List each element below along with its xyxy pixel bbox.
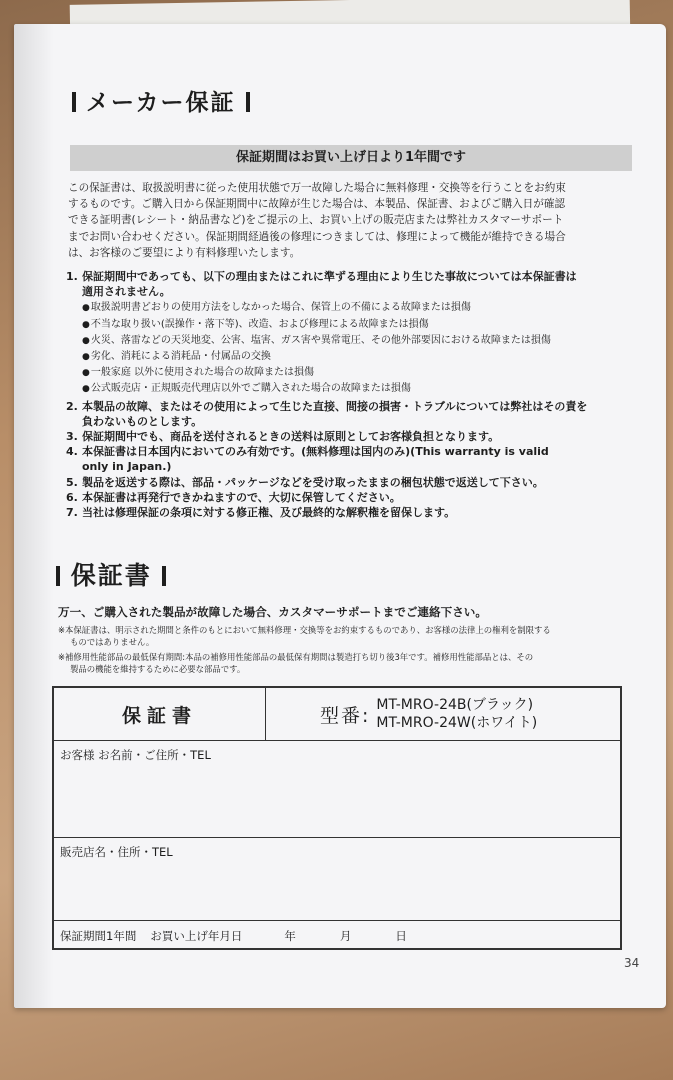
contact-instruction: 万一、ご購入された製品が故障した場合、カスタマーサポートまでご連絡下さい。 [58,605,487,619]
clause-number: 3. [66,430,78,444]
exclusion-bullet: ● 取扱説明書どおりの使用方法をしなかった場合、保管上の不備による故障または損傷 [82,300,640,316]
clause-line: 保証期間中であっても、以下の理由またはこれに準ずる理由により生じた事故については本保証書は [82,270,577,283]
model-number-cell [266,688,620,740]
clause-line: 本保証書は再発行できかねますので、大切に保管してください。 [82,490,401,504]
exclusion-bullet: ● 公式販売店・正規販売代理店以外でご購入された場合の故障または損傷 [82,381,640,397]
clause-line: 保証期間中でも、商品を送付されるときの送料は原則としてお客様負担となります。 [82,430,500,444]
clause-number: 6. [66,490,78,504]
model-white: MT-MRO-24W(ホワイト) [376,715,538,731]
model-black: MT-MRO-24B(ブラック) [376,697,534,713]
title-bar-right [246,92,250,112]
page-number: 34 [624,956,640,970]
clause-number: 5. [66,475,78,489]
note-line: 製品の機能を維持するために必要な部品です。 [70,664,246,674]
exclusion-bullet: ● 劣化、消耗による消耗品・付属品の交換 [82,349,640,365]
intro-line: までお問い合わせください。保証期間経過後の修理につきましては、修理によって機能が維持できる場合 [68,230,566,243]
clause-number: 7. [66,506,78,520]
model-list [376,696,537,732]
intro-line: は、お客様のご要望により有料修理いたします。 [68,246,301,259]
clause-line: only in Japan.) [82,460,172,474]
period-label: 保証期間1年間 [60,929,137,943]
parts-retention-note [58,651,638,675]
exclusion-bullet-list [82,300,640,397]
manual-page [14,24,666,1008]
page-fold-shadow [14,24,54,1008]
warranty-card-title [56,556,166,592]
warranty-card-form [52,686,622,950]
card-header-label: 保証書 [54,688,266,740]
store-info-field[interactable] [54,838,620,921]
title-bar-left [72,92,76,112]
title-bar-left [56,566,60,586]
note-line: ものではありません。 [70,637,155,647]
warranty-card-title-text: 保証書 [70,561,152,590]
card-header [54,688,620,741]
clause-item [66,429,640,444]
warranty-note [58,624,638,648]
clause-line: 本保証書は日本国内においてのみ有効です。(無料修理は国内のみ)(This warranty is valid [82,445,549,459]
exclusion-bullet: ● 一般家庭 以外に使用された場合の故障または損傷 [82,365,640,381]
clause-item [66,444,640,474]
intro-line: この保証書は、取扱説明書に従った使用状態で万一故障した場合に無料修理・交換等を行うことをお約束 [68,182,566,194]
clause-number: 1. [66,270,78,283]
title-bar-right [162,566,166,586]
customer-info-field[interactable] [54,741,620,838]
clause-number: 4. [66,445,78,459]
clause-line: 製品を返送する際は、部品・パッケージなどを受け取ったままの梱包状態で返送して下さい。 [82,475,544,489]
clause-line: 本製品の故障、またはその使用によって生じた直接、間接の損害・トラブルについては弊社はその責を [82,399,588,413]
note-line: ※補修用性能部品の最低保有期間:本品の補修用性能部品の最低保有期間は製造打ち切り後3年です。補修用性能部品とは、その [58,652,534,662]
maker-warranty-title [72,84,250,117]
clause-list [66,269,640,520]
clause-number: 2. [66,399,78,413]
store-info-label: 販売店名・住所・TEL [60,845,173,859]
year-unit: 年 [284,929,296,943]
clause-line: 適用されません。 [82,285,171,299]
clause-line: 当社は修理保証の条項に対する修正権、及び最終的な解釈権を留保します。 [82,506,456,520]
exclusion-bullet: ● 火災、落雷などの天災地変、公害、塩害、ガス害や異常電圧、その他外部要因における故障または損傷 [82,333,640,349]
warranty-period-banner: 保証期間はお買い上げ日より1年間です [70,145,632,171]
intro-paragraph [68,180,636,261]
clause-item [66,399,640,429]
customer-info-label: お客様 お名前・ご住所・TEL [60,748,211,762]
clause-item [66,505,640,520]
clause-item [66,269,640,299]
clause-item [66,490,640,505]
month-unit: 月 [339,929,352,943]
intro-line: できる証明書(レシート・納品書など)をご提示の上、お買い上げの販売店または弊社カスタマーサポート [68,214,564,227]
purchase-date-label: お買い上げ年月日 [150,929,243,943]
clause-line: 負わないものとします。 [82,414,203,428]
maker-warranty-title-text: メーカー保証 [86,90,236,116]
day-unit: 日 [395,929,407,943]
model-label: 型番: [320,704,371,727]
purchase-date-row [54,921,620,951]
clause-item [66,475,640,490]
intro-line: するものです。ご購入日から保証期間中に故障が生じた場合は、本製品、保証書、およびご購入日が確認 [68,198,566,211]
exclusion-bullet: ● 不当な取り扱い(誤操作・落下等)、改造、および修理による故障または損傷 [82,317,640,333]
note-line: ※本保証書は、明示された期間と条件のもとにおいて無料修理・交換等をお約束するものであり、お客様の法律上の権利を制限する [58,625,551,635]
